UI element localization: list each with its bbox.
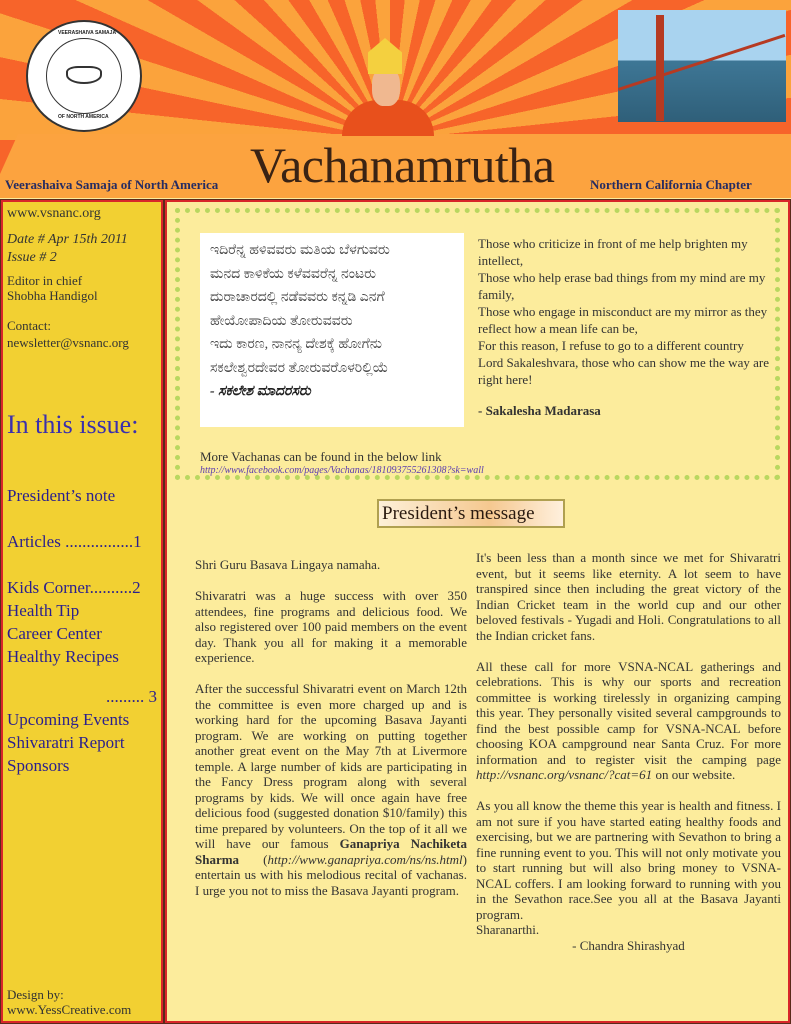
toc-item[interactable]: Articles ................1: [7, 532, 142, 551]
text: on our website.: [652, 767, 736, 782]
translation-line: Those who criticize in front of me help brighten my intellect,: [478, 236, 748, 268]
paragraph: [476, 659, 781, 783]
paragraph: [195, 681, 467, 898]
newsletter-title: Vachanamrutha: [250, 137, 555, 193]
website-link[interactable]: www.vsnanc.org: [7, 206, 101, 221]
toc-item[interactable]: Upcoming Events: [7, 710, 130, 729]
text: (: [239, 851, 268, 867]
text: After the successful Shivaratri event on March 12th the committee is even more charged up and is working hard for the upcoming Basava Jayanti program. We are working on putting together another great event on the May 7th at Livermore temple. A large number of kids are participating in the Fancy Dress program along with several programs by kids. We will once again have free delicious food (suggested donation $10/family) this time prepared by volunteers. On the top of it all we will have our famous: [195, 681, 467, 851]
toc-item[interactable]: Healthy Recipes: [7, 647, 119, 666]
sidebar: [1, 200, 163, 1023]
translation-line: Those who engage in misconduct are my mirror as they reflect how a mean life can be,: [478, 304, 768, 336]
paragraph: It's been less than a month since we met for Shivaratri event, but it seems like eternity. A lot seem to have transpired since then including the great victory of the Indian Cricket team in the world cup and our other beloved festivals - Yugadi and Holi. Congratulations to all the Indian cricket fans.: [476, 550, 781, 643]
facebook-link[interactable]: http://www.facebook.com/pages/Vachanas/181093755261308?sk=wall: [200, 465, 484, 476]
performer-name: Ganapriya Nachiketa Sharma: [195, 836, 467, 867]
contact-label: Contact:: [7, 318, 52, 333]
kannada-signature: - ಸಕಲೇಶ ಮಾದರಸರು: [210, 384, 311, 399]
toc-item[interactable]: Shivaratri Report: [7, 733, 125, 752]
more-vachanas-text: More Vachanas can be found in the below link: [200, 449, 442, 464]
ganapriya-link[interactable]: http://www.ganapriya.com/ns/ns.html: [267, 851, 463, 867]
hand-icon: [66, 66, 102, 84]
editor-label: Editor in chief: [7, 273, 83, 288]
closing: Sharanarthi.: [476, 922, 540, 937]
in-this-issue-heading: In this issue:: [7, 410, 139, 439]
toc-item[interactable]: Career Center: [7, 624, 102, 643]
organization-name: Veerashaiva Samaja of North America: [5, 177, 219, 192]
translation-line: Those who help erase bad things from my mind are my family,: [478, 270, 766, 302]
contact-email[interactable]: newsletter@vsnanc.org: [7, 335, 129, 350]
chapter-name: Northern California Chapter: [590, 177, 752, 192]
designer-link[interactable]: www.YessCreative.com: [7, 1002, 132, 1017]
kannada-line: ದುರಾಚಾರದಲ್ಲಿ ನಡೆವವರು ಕನ್ನಡಿ ಎನಗೆ: [210, 290, 385, 305]
quote-signature: - Sakalesha Madarasa: [478, 403, 601, 418]
kannada-vachana: [200, 233, 464, 427]
toc-item[interactable]: Kids Corner..........2: [7, 578, 141, 597]
presidents-message-heading: President’s message: [377, 499, 565, 528]
vsna-logo: [26, 20, 142, 132]
masthead: [0, 0, 791, 198]
logo-text: VEERASHAIVA SAMAJA: [58, 30, 117, 36]
toc-item[interactable]: ......... 3: [106, 687, 157, 706]
translation-line: For this reason, I refuse to go to a different country: [478, 338, 744, 353]
editor-name: Shobha Handigol: [7, 288, 98, 303]
kannada-line: ಮನದ ಕಾಳಿಕೆಯ ಕಳೆವವರೆನ್ನ ನಂಟರು: [210, 266, 376, 282]
kannada-line: ಹೇಯೋಪಾದಿಯ ತೋರುವವರು: [210, 313, 353, 329]
signoff: - Chandra Shirashyad: [572, 937, 685, 953]
toc-item[interactable]: Sponsors: [7, 756, 70, 775]
vachana-box: [175, 208, 780, 480]
golden-gate-bridge-photo: [618, 10, 786, 122]
text: All these call for more VSNA-NCAL gatherings and celebrations. This is why our sports and recreation committee is working tirelessly in organizing camping this year. They personally visited several campgrounds to find the best possible camp for VSNA-NCAL before choosing KOA campground near Santa Cruz. For more information and to register visit the camping page: [476, 658, 781, 767]
english-translation: [478, 235, 778, 419]
issue-number: Issue # 2: [7, 250, 57, 265]
paragraph: As you all know the theme this year is health and fitness. I am not sure if you have started eating healthy foods and exercising, but we are partnering with Sevathon to bring a fine running event to you. This will not only motivate you to start running but will also bring money to VSNA-NCAL coffers. I am looking forward to running with you in the Sevathon race.See you all at the Basava Jayanti program.: [476, 798, 781, 922]
logo-text: OF NORTH AMERICA: [58, 114, 109, 120]
basavanna-portrait: [342, 38, 434, 134]
paragraph: Shivaratri was a huge success with over 350 attendees, fine programs and delicious food. We also registered over 100 paid members on the event day. Thank you all for making it a memorable experience.: [195, 588, 467, 665]
paragraph: Shri Guru Basava Lingaya namaha.: [195, 557, 381, 572]
design-label: Design by:: [7, 987, 64, 1002]
toc-item[interactable]: President’s note: [7, 486, 116, 505]
message-column-right: [476, 550, 781, 953]
kannada-line: ಇದು ಕಾರಣ, ನಾನನ್ಯ ದೇಶಕ್ಕೆ ಹೋಗೆನು: [210, 337, 382, 352]
issue-date: Date # Apr 15th 2011: [7, 232, 128, 247]
main-content: [165, 200, 790, 1023]
camping-page-link[interactable]: http://vsnanc.org/vsnanc/?cat=61: [476, 767, 653, 782]
kannada-line: ಇದಿರೆನ್ನ ಹಳಿವವರು ಮತಿಯ ಬೆಳಗುವರು: [210, 243, 390, 258]
message-column-left: [195, 557, 467, 914]
text: ) entertain us with his melodious recital of vachanas. I urge you not to miss the Basava Jayanti program.: [195, 851, 467, 898]
toc-item[interactable]: Health Tip: [7, 601, 80, 620]
kannada-line: ಸಕಲೇಶ್ವರದೇವರ ತೋರುವರೊಳರಿಲ್ಲಿಯೆ: [210, 360, 389, 376]
translation-line: Lord Sakaleshvara, those who can show me the way are right here!: [478, 355, 769, 387]
